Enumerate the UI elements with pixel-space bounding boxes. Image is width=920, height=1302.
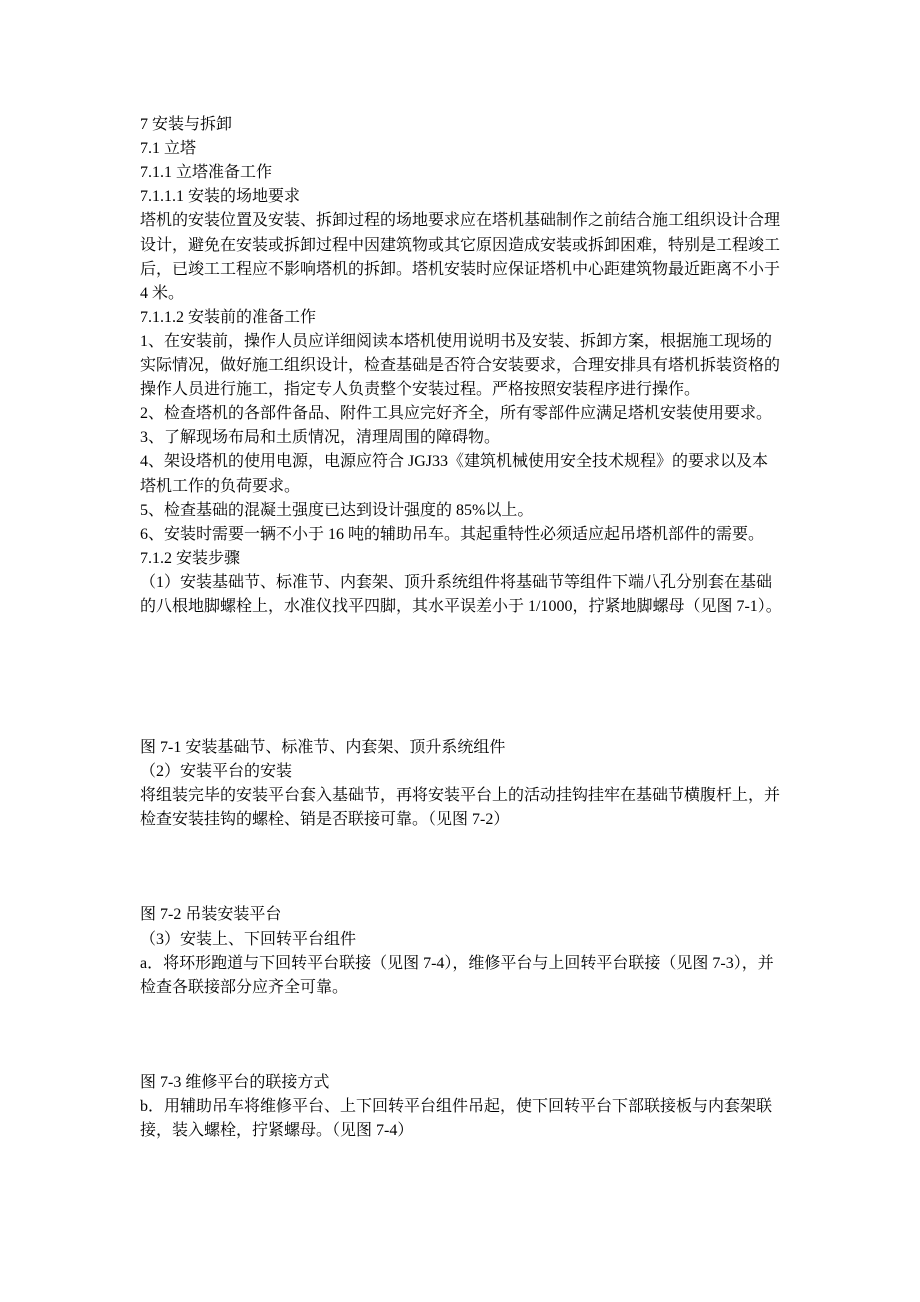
text-line: 设计，避免在安装或拆卸过程中因建筑物或其它原因造成安装或拆卸困难，特别是工程竣工 bbox=[140, 236, 781, 254]
section-heading: 7.1 立塔 bbox=[140, 140, 197, 158]
text-line: （3）安装上、下回转平台组件 bbox=[140, 931, 357, 948]
section-heading: 7.1.1.2 安装前的准备工作 bbox=[140, 308, 317, 326]
text-line: 后，已竣工工程应不影响塔机的拆卸。塔机安装时应保证塔机中心距建筑物最近距离不小于 bbox=[140, 260, 781, 278]
section-heading: 7.1.1 立塔准备工作 bbox=[140, 164, 273, 182]
text-line: 实际情况，做好施工组织设计，检查基础是否符合安装要求，合理安排具有塔机拆装资格的 bbox=[140, 357, 781, 374]
text-line: 检查安装挂钩的螺栓、销是否联接可靠。（见图 7-2） bbox=[140, 811, 510, 828]
text-line: 3、了解现场布局和土质情况，清理周围的障碍物。 bbox=[140, 429, 501, 447]
figure-caption: 图 7-1 安装基础节、标准节、内套架、顶升系统组件 bbox=[140, 739, 506, 756]
text-line: 5、检查基础的混凝土强度已达到设计强度的 85%以上。 bbox=[140, 501, 534, 519]
figure-caption: 图 7-2 吊装安装平台 bbox=[140, 906, 282, 923]
text-line: 1、在安装前，操作人员应详细阅读本塔机使用说明书及安装、拆卸方案，根据施工现场的 bbox=[140, 332, 773, 350]
text-line: （1）安装基础节、标准节、内套架、顶升系统组件将基础节等组件下端八孔分别套在基础 bbox=[140, 573, 773, 591]
text-line: （2）安装平台的安装 bbox=[140, 763, 293, 780]
text-line: 塔机的安装位置及安装、拆卸过程的场地要求应在塔机基础制作之前结合施工组织设计合理 bbox=[140, 212, 781, 230]
text-line: 将组装完毕的安装平台套入基础节，再将安装平台上的活动挂钩挂牢在基础节横腹杆上，并 bbox=[140, 787, 781, 804]
text-line: 4、架设塔机的使用电源，电源应符合 JGJ33《建筑机械使用安全技术规程》的要求以及本 bbox=[140, 453, 769, 471]
text-line: b．用辅助吊车将维修平台、上下回转平台组件吊起，使下回转平台下部联接板与内套架联 bbox=[140, 1098, 773, 1115]
figure-caption: 图 7-3 维修平台的联接方式 bbox=[140, 1074, 330, 1091]
text-line: 4 米。 bbox=[140, 284, 185, 302]
section-heading: 7 安装与拆卸 bbox=[140, 116, 233, 133]
text-line: 操作人员进行施工，指定专人负责整个安装过程。严格按照安装程序进行操作。 bbox=[140, 381, 701, 399]
text-line: 接，装入螺栓，拧紧螺母。（见图 7-4） bbox=[140, 1122, 414, 1139]
section-heading: 7.1.1.1 安装的场地要求 bbox=[140, 188, 301, 206]
text-line: 6、安装时需要一辆不小于 16 吨的辅助吊车。其起重特性必须适应起吊塔机部件的需要。 bbox=[140, 525, 765, 543]
section-heading: 7.1.2 安装步骤 bbox=[140, 549, 241, 567]
text-line: 检查各联接部分应齐全可靠。 bbox=[140, 979, 349, 996]
text-line: 2、检查塔机的各部件备品、附件工具应完好齐全，所有零部件应满足塔机安装使用要求。 bbox=[140, 405, 773, 423]
text-line: a．将环形跑道与下回转平台联接（见图 7-4），维修平台与上回转平台联接（见图 7-3），并 bbox=[140, 955, 774, 972]
text-line: 的八根地脚螺栓上，水准仪找平四脚，其水平误差小于 1/1000，拧紧地脚螺母（见图 7-1）。 bbox=[140, 598, 782, 615]
text-line: 塔机工作的负荷要求。 bbox=[140, 477, 301, 495]
